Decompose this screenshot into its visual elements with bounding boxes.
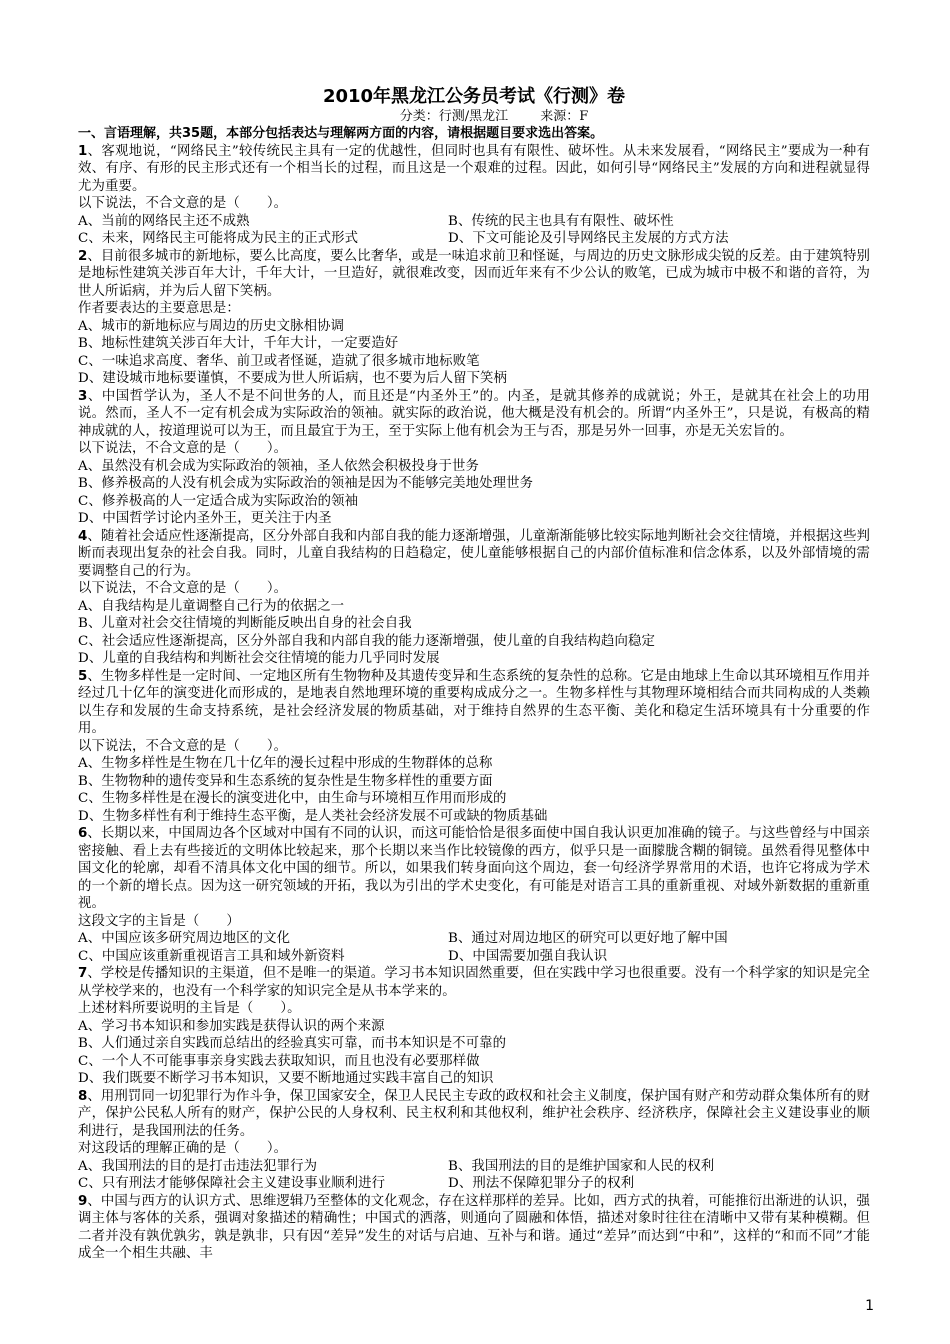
option-row — [78, 930, 870, 948]
category-label: 分类：行测/黑龙江 — [399, 109, 509, 124]
source-label: 来源：F — [540, 109, 589, 124]
question-number: 1 — [78, 143, 88, 159]
answer-option: A、自我结构是儿童调整自己行为的依据之一 — [78, 598, 345, 614]
answer-option: D、下文可能论及引导网络民主发展的方式方法 — [448, 231, 729, 246]
question-stem — [78, 248, 870, 301]
answer-option: A、生物多样性是生物在几十亿年的漫长过程中形成的生物群体的总称 — [78, 756, 493, 771]
answer-option: D、建设城市地标要谨慎，不要成为世人所诟病，也不要为后人留下笑柄 — [78, 371, 508, 386]
question-number: 7 — [78, 966, 88, 981]
meta-line — [118, 108, 870, 125]
question-prompt: 以下说法，不合文意的是（ ）。 — [78, 581, 288, 596]
question-text: 、长期以来，中国周边各个区域对中国有不同的认识，而这可能恰恰是很多面使中国自我认识更加准确的镜子。与这些曾经与中国亲密接触、看上去有些接近的文明体比较起来，那个长期以来当作比较镜像的西方，似乎只是一面朦胧含糊的铜镜。虽然看得见整体中国文化的轮廓，却看不清具体文化中国的细节。所以，如果我们转身面向这个周边，套一句经济学界常用的术语，也许它将成为学术的一个新的增长点。因为这一研究领域的开拓，我以为引出的学术史变化，有可能是对语言工具的重新重视、对域外新数据的重新重视。 — [78, 826, 870, 911]
question-stem — [78, 1193, 870, 1263]
question-item — [78, 388, 870, 528]
answer-option: B、儿童对社会交往情境的判断能反映出自身的社会自我 — [78, 616, 412, 631]
answer-option: C、中国应该重新重视语言工具和域外新资料 — [78, 948, 345, 964]
answer-option: A、城市的新地标应与周边的历史文脉相协调 — [78, 318, 345, 334]
answer-option: C、只有刑法才能够保障社会主义建设事业顺利进行 — [78, 1176, 386, 1191]
question-text: 、随着社会适应性逐渐提高，区分外部自我和内部自我的能力逐渐增强，儿童渐渐能够比较实际地判断社会交往情境，并根据这些判断而表现出复杂的社会自我。同时，儿童自我结构的日趋稳定，使儿童能够根据自己的内部价值标准和信念体系，以及外部情境的需要调整自己的行为。 — [78, 528, 870, 579]
answer-option: B、传统的民主也具有有限性、破坏性 — [448, 213, 674, 229]
answer-option: C、修养极高的人一定适合成为实际政治的领袖 — [78, 493, 359, 509]
question-number: 5 — [78, 668, 88, 684]
answer-option: D、中国需要加强自我认识 — [448, 948, 608, 964]
answer-option: B、人们通过亲自实践而总结出的经验真实可靠，而书本知识是不可靠的 — [78, 1036, 507, 1051]
document-page — [78, 86, 870, 1263]
answer-option: B、通过对周边地区的研究可以更好地了解中国 — [448, 931, 728, 946]
answer-option: A、中国应该多研究周边地区的文化 — [78, 931, 291, 946]
question-text: 、中国哲学认为，圣人不是不问世务的人，而且还是“内圣外王”的。内圣，是就其修养的成就说；外王，是就其在社会上的功用说。然而，圣人不一定有机会成为实际政治的领袖。就实际的政治说，他大概是没有机会的。所谓“内圣外王”，只是说，有极高的精神成就的人，按道理说可以为王，而且最宜于为王，至于实际上他有机会为王与否，那是另外一回事，亦是无关宏旨的。 — [78, 388, 870, 439]
question-list — [78, 143, 870, 1263]
option-row — [78, 948, 870, 966]
question-text: 、中国与西方的认识方式、思维逻辑乃至整体的文化观念，存在这样那样的差异。比如，西方式的执着，可能推衍出渐进的认识，强调主体与客体的关系，强调对象描述的精确性；中国式的洒落，则通向了圆融和体悟，描述对象时往往在清晰中又带有某种模糊。但二者并没有孰优孰劣，孰是孰非，只有因“差异”发生的对话与启迪、互补与和谐。通过“差异”而达到“中和”，这样的“和而不同”才能成全一个相生共融、丰 — [78, 1193, 870, 1261]
question-text: 、目前很多城市的新地标，要么比高度，要么比奢华，或是一味追求前卫和怪诞，与周边的历史文脉形成尖锐的反差。由于建筑特别是地标性建筑关涉百年大计，千年大计，一旦造好，就很难改变，因而近年来有不少公认的败笔，已成为城市中极不和谐的音符，为世人所诟病，并为后人留下笑柄。 — [78, 248, 870, 299]
answer-option: C、未来，网络民主可能将成为民主的正式形式 — [78, 231, 359, 246]
question-prompt: 作者要表达的主要意思是： — [78, 301, 240, 316]
question-number: 9 — [78, 1193, 88, 1209]
question-item — [78, 1088, 870, 1193]
question-stem — [78, 668, 870, 738]
question-prompt: 以下说法，不合文意的是（ ）。 — [78, 441, 288, 456]
page-title: 2010年黑龙江公务员考试《行测》卷 — [322, 86, 626, 107]
question-number: 4 — [78, 528, 88, 544]
question-item — [78, 1193, 870, 1263]
section-heading: 一、言语理解，共35题，本部分包括表达与理解两方面的内容，请根据题目要求选出答案。 — [78, 126, 604, 141]
answer-option: C、社会适应性逐渐提高，区分外部自我和内部自我的能力逐渐增强，使儿童的自我结构趋向稳定 — [78, 633, 655, 649]
question-prompt: 对这段话的理解正确的是（ ）。 — [78, 1141, 288, 1156]
option-row — [78, 213, 870, 231]
question-text: 、客观地说，“网络民主”较传统民主具有一定的优越性，但同时也具有有限性、破坏性。从未来发展看，“网络民主”要成为一种有效、有序、有形的民主形式还有一个相当长的过程，而且这是一个艰难的过程。因此，如何引导“网络民主”发展的方向和进程就显得尤为重要。 — [78, 143, 870, 194]
answer-option: D、刑法不保障犯罪分子的权利 — [448, 1176, 635, 1191]
question-item — [78, 143, 870, 248]
question-text: 、用刑罚同一切犯罪行为作斗争，保卫国家安全，保卫人民民主专政的政权和社会主义制度，保护国有财产和劳动群众集体所有的财产，保护公民私人所有的财产，保护公民的人身权利、民主权利和其他权利，维护社会秩序、经济秩序，保障社会主义建设事业的顺利进行，是我国刑法的任务。 — [78, 1088, 870, 1139]
question-stem — [78, 825, 870, 913]
question-stem — [78, 143, 870, 196]
answer-option: A、虽然没有机会成为实际政治的领袖，圣人依然会积极投身于世务 — [78, 458, 479, 474]
question-number: 6 — [78, 826, 88, 841]
question-stem — [78, 1088, 870, 1141]
question-item — [78, 248, 870, 388]
answer-option: C、一个人不可能事事亲身实践去获取知识，而且也没有必要那样做 — [78, 1053, 480, 1069]
question-prompt: 以下说法，不合文意的是（ ）。 — [78, 738, 288, 754]
question-item — [78, 528, 870, 668]
answer-option: D、我们既要不断学习书本知识，又要不断地通过实践丰富自己的知识 — [78, 1071, 494, 1086]
question-prompt: 上述材料所要说明的主旨是（ ）。 — [78, 1001, 301, 1016]
question-stem — [78, 388, 870, 441]
question-stem — [78, 528, 870, 581]
answer-option: B、修养极高的人没有机会成为实际政治的领袖是因为不能够完美地处理世务 — [78, 476, 534, 491]
question-prompt: 这段文字的主旨是（ ） — [78, 913, 240, 929]
answer-option: A、当前的网络民主还不成熟 — [78, 213, 250, 229]
question-item — [78, 668, 870, 826]
answer-option: C、生物多样性是在漫长的演变进化中，由生命与环境相互作用而形成的 — [78, 791, 507, 806]
question-number: 2 — [78, 248, 88, 264]
answer-option: C、一味追求高度、奢华、前卫或者怪诞，造就了很多城市地标败笔 — [78, 353, 480, 369]
question-number: 3 — [78, 388, 88, 404]
answer-option: A、我国刑法的目的是打击违法犯罪行为 — [78, 1158, 318, 1174]
question-number: 8 — [78, 1088, 88, 1104]
option-row — [78, 230, 870, 248]
question-item — [78, 825, 870, 965]
option-row — [78, 1158, 870, 1176]
question-prompt: 以下说法，不合文意的是（ ）。 — [78, 196, 288, 211]
question-stem — [78, 965, 870, 1000]
answer-option: D、儿童的自我结构和判断社会交往情境的能力几乎同时发展 — [78, 651, 440, 666]
answer-option: B、生物物种的遗传变异和生态系统的复杂性是生物多样性的重要方面 — [78, 773, 493, 789]
question-text: 、学校是传播知识的主渠道，但不是唯一的渠道。学习书本知识固然重要，但在实践中学习也很重要。没有一个科学家的知识是完全从学校学来的，也没有一个科学家的知识完全是从书本学来的。 — [78, 966, 870, 999]
answer-option: A、学习书本知识和参加实践是获得认识的两个来源 — [78, 1018, 385, 1034]
option-row — [78, 1175, 870, 1193]
question-item — [78, 965, 870, 1088]
answer-option: B、我国刑法的目的是维护国家和人民的权利 — [448, 1158, 715, 1174]
answer-option: B、地标性建筑关涉百年大计，千年大计，一定要造好 — [78, 336, 399, 351]
answer-option: D、生物多样性有利于维持生态平衡，是人类社会经济发展不可或缺的物质基础 — [78, 808, 548, 824]
page-number: 1 — [865, 1298, 874, 1314]
question-text: 、生物多样性是一定时间、一定地区所有生物物种及其遗传变异和生态系统的复杂性的总称。它是由地球上生命以其环境相互作用并经过几十亿年的演变进化而形成的，是地表自然地理环境的重要构成成分之一。生物多样性与其物理环境相结合而共同构成的人类赖以生存和发展的生命支持系统，是社会经济发展的物质基础，对于维持自然界的生态平衡、美化和稳定生活环境具有十分重要的作用。 — [78, 668, 870, 736]
answer-option: D、中国哲学讨论内圣外王，更关注于内圣 — [78, 511, 332, 526]
